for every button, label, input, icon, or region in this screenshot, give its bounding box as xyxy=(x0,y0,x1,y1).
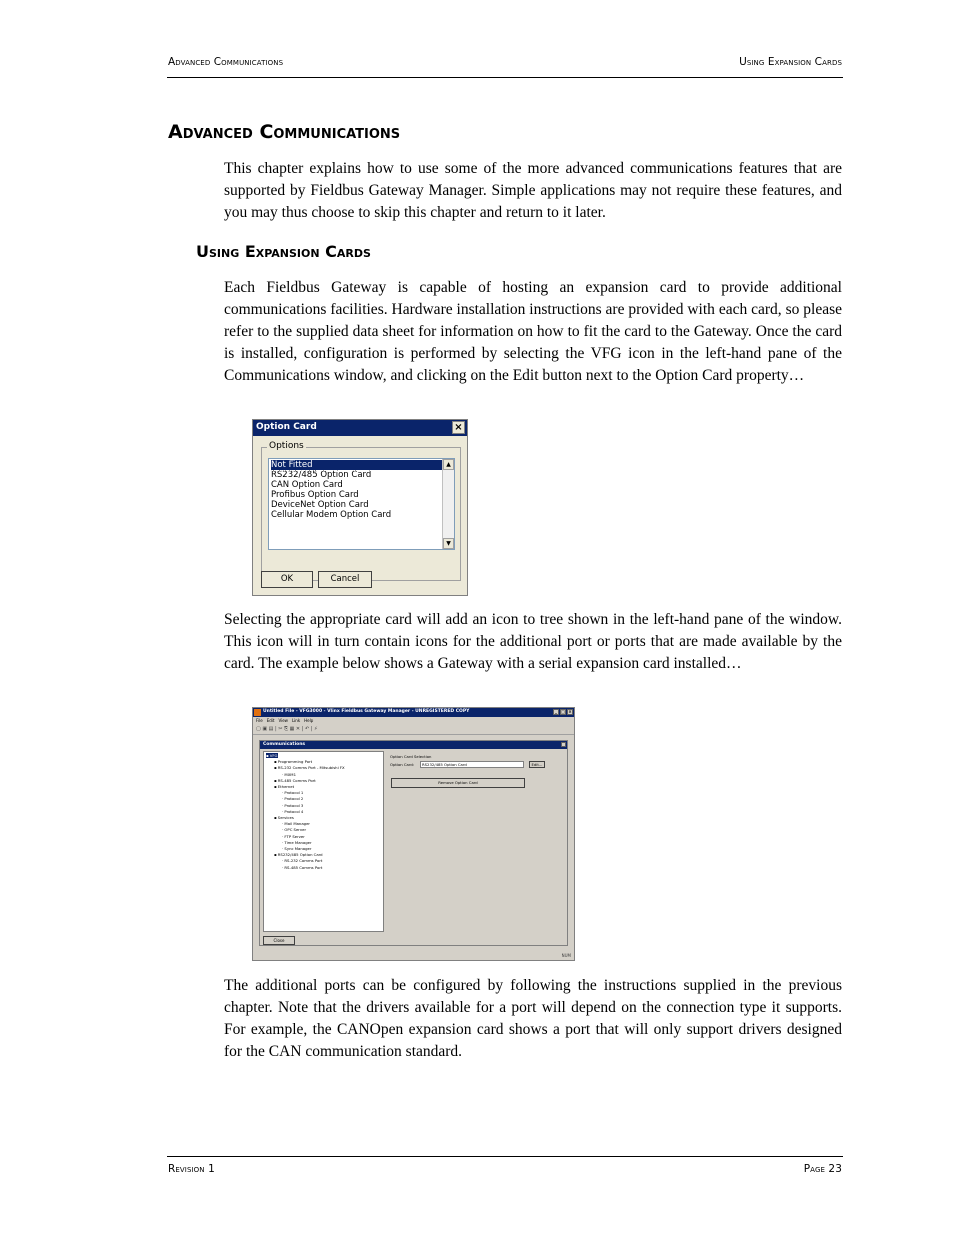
tree-item[interactable]: · Mail Manager xyxy=(282,821,310,827)
tree-item[interactable]: · Protocol 2 xyxy=(282,796,304,802)
tree-item[interactable]: ▪ Programming Port xyxy=(274,759,313,765)
maximize-icon[interactable]: □ xyxy=(561,709,565,714)
tree-item[interactable]: · Protocol 1 xyxy=(282,790,304,796)
tree-item[interactable]: · FTP Server xyxy=(282,833,305,839)
ok-button[interactable]: OK xyxy=(261,571,313,588)
window-controls xyxy=(552,709,573,715)
tree-item[interactable]: ▪ RS-485 Comms Port xyxy=(274,777,316,783)
option-list-item[interactable]: Cellular Modem Option Card xyxy=(271,510,392,520)
option-card-properties xyxy=(388,751,566,821)
page-number: Page 23 xyxy=(803,1163,842,1175)
header-rule xyxy=(167,77,843,78)
tree-item[interactable]: · RS-485 Comms Port xyxy=(282,864,323,870)
scroll-up-icon[interactable]: ▲ xyxy=(443,459,454,470)
tree-paragraph: Selecting the appropriate card will add an icon to tree shown in the left-hand pane of the window. This icon will in turn contain icons for the additional port or ports that are made available by the card. The example below shows a Gateway with a serial expansion card installed… xyxy=(224,611,842,672)
communications-title-bar xyxy=(260,741,567,749)
tree-item[interactable]: · Sync Manager xyxy=(282,846,312,852)
close-icon[interactable]: × xyxy=(568,709,572,714)
running-header-right: Using Expansion Cards xyxy=(739,56,842,68)
tree-item[interactable]: · MXM1 xyxy=(282,771,296,777)
tree-item[interactable]: ▪ VFG xyxy=(266,753,278,758)
dialog-title-bar xyxy=(253,420,467,436)
menu-bar xyxy=(253,717,574,725)
footer-rule xyxy=(167,1156,843,1157)
options-group xyxy=(261,441,461,581)
tree-item[interactable]: ▪ RS232/485 Option Card xyxy=(274,852,323,858)
options-listbox[interactable] xyxy=(268,458,455,550)
option-list-item[interactable]: RS232/485 Option Card xyxy=(271,470,372,480)
option-list-item[interactable]: Profibus Option Card xyxy=(271,490,359,500)
menu-item-help[interactable]: Help xyxy=(304,718,314,723)
close-icon[interactable] xyxy=(561,742,566,747)
close-button[interactable]: Close xyxy=(263,936,295,945)
running-footer-left: Revision 1 xyxy=(168,1163,215,1175)
tree-item[interactable]: · OPC Server xyxy=(282,827,307,833)
props-group-label: Option Card Selection xyxy=(390,754,432,759)
menu-item-link[interactable]: Link xyxy=(291,718,301,723)
tree-item[interactable]: ▪ RS-232 Comms Port - Mitsubishi FX xyxy=(274,765,345,771)
communications-title: Communications xyxy=(263,742,306,747)
tree-item[interactable]: · RS-232 Comms Port xyxy=(282,858,323,864)
options-group-label: Options xyxy=(269,441,304,451)
cancel-button[interactable]: Cancel xyxy=(318,571,372,588)
app-title: Untitled File - VFG3000 - Vlinx Fieldbus Gateway Manager - UNREGISTERED COPY xyxy=(263,709,470,714)
tree-item[interactable]: ▪ Ethernet xyxy=(274,784,295,790)
comms-tree[interactable] xyxy=(263,751,384,932)
tree-item[interactable]: · Protocol 4 xyxy=(282,808,304,814)
menu-item-file[interactable]: File xyxy=(256,718,263,723)
dialog-title: Option Card xyxy=(256,422,317,432)
tree-item[interactable]: · Time Manager xyxy=(282,839,312,845)
communications-window xyxy=(259,740,568,946)
edit-button[interactable]: Edit... xyxy=(529,761,545,768)
app-logo-icon xyxy=(254,709,261,716)
menu-item-view[interactable]: View xyxy=(278,718,288,723)
option-list-item[interactable]: CAN Option Card xyxy=(271,480,343,490)
status-bar: NUM xyxy=(561,953,571,958)
option-card-dialog xyxy=(252,419,468,596)
expansion-paragraph: Each Fieldbus Gateway is capable of hosting an expansion card to provide additional communications facilities. Hardware installation instructions are provided with each card, so please refer to the supplied data sheet for information on how to fit the card to the Gateway. Once the card is installed, configuration is performed by selecting the VFG icon in the left-hand pane of the Communications window, and clicking on the Edit button next to the Option Card property… xyxy=(224,279,842,384)
tree-item[interactable]: · Protocol 3 xyxy=(282,802,304,808)
tree-item[interactable]: ▪ Services xyxy=(274,815,294,821)
section-title: Advanced Communications xyxy=(168,121,401,143)
toolbar[interactable]: ▢ ▣ ▤ | ✂ ⎘ ▦ ✕ | ↶ | ⚡ xyxy=(253,725,574,735)
running-header-left: Advanced Communications xyxy=(168,56,284,68)
option-list-item[interactable]: DeviceNet Option Card xyxy=(271,500,369,510)
scroll-down-icon[interactable]: ▼ xyxy=(443,538,454,549)
minimize-icon[interactable]: _ xyxy=(555,709,557,714)
option-card-label: Option Card: xyxy=(390,762,415,767)
close-icon[interactable]: × xyxy=(452,421,465,434)
menu-item-edit[interactable]: Edit xyxy=(266,718,275,723)
listbox-scrollbar[interactable] xyxy=(442,459,454,549)
gateway-manager-window xyxy=(252,707,575,961)
option-list-item[interactable]: Not Fitted xyxy=(271,460,452,470)
remove-option-card-button[interactable]: Remove Option Card xyxy=(391,778,525,788)
configuration-paragraph: The additional ports can be configured by following the instructions supplied in the previous chapter. Note that the drivers available for a port will depend on the connection type it supports. For example, the CANOpen expansion card shows a port that will only support drivers designed for the CAN communication standard. xyxy=(224,977,842,1060)
options-list xyxy=(269,459,454,521)
option-card-field[interactable]: RS232/485 Option Card xyxy=(420,761,524,768)
subsection-title: Using Expansion Cards xyxy=(196,242,371,261)
app-title-bar xyxy=(253,708,574,717)
intro-paragraph: This chapter explains how to use some of the more advanced communications features that are supported by Fieldbus Gateway Manager. Simple applications may not require these features, and you may thus choose to skip this chapter and return to it later. xyxy=(224,160,842,221)
